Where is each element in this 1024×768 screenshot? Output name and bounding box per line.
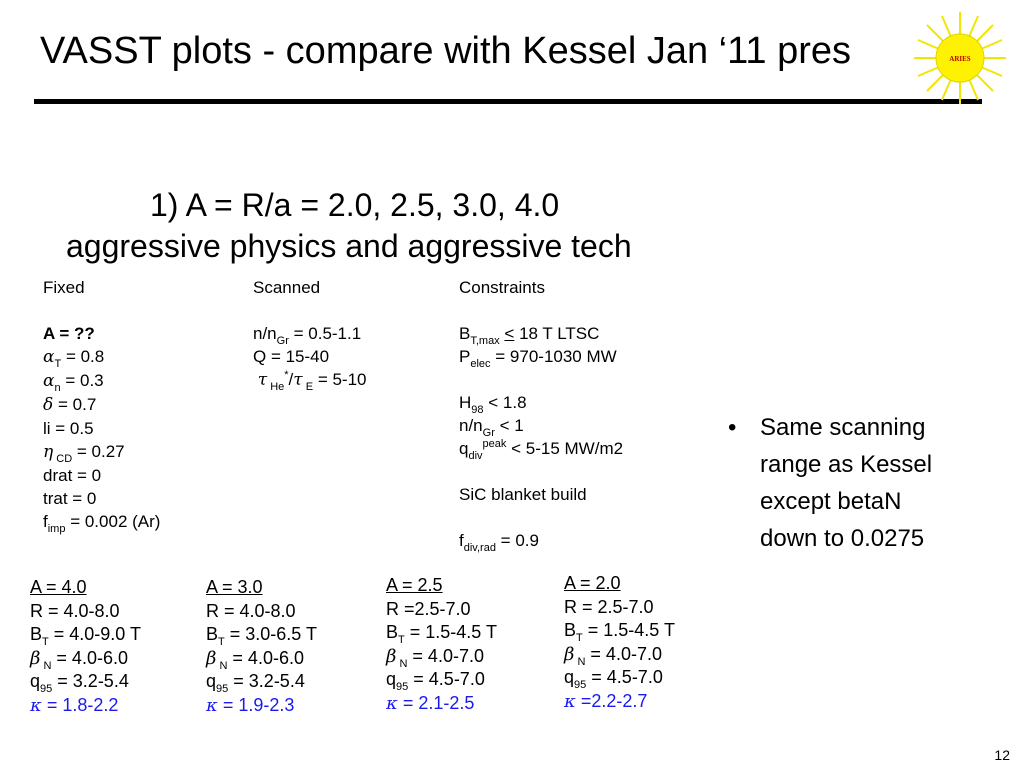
figure-heading-line1: 1) A = R/a = 2.0, 2.5, 3.0, 4.0 xyxy=(150,187,560,223)
param-r: R = 4.0-8.0 xyxy=(30,600,120,621)
param-bt: $B_T = 3.0-6.5$ T xyxy=(206,624,317,648)
param-set-a2_5 xyxy=(386,574,497,715)
param-beta: β $_N$ = 4.0-7.0 xyxy=(564,643,662,668)
fixed-trat: trat = 0 xyxy=(43,489,97,508)
fixed-a: A = ?? xyxy=(43,324,95,343)
fixed-delta: δ = 0.7 xyxy=(43,395,97,415)
fixed-li: li = 0.5 xyxy=(43,419,94,438)
scanned-column xyxy=(253,276,367,392)
bullet-line: Same scanning xyxy=(760,414,926,441)
param-r: R = 4.0-8.0 xyxy=(206,600,296,621)
slide-title: VASST plots - compare with Kessel Jan ‘11 pres xyxy=(40,30,852,72)
param-kappa: κ =2.2-2.7 xyxy=(564,690,648,712)
param-kappa: κ = 1.9-2.3 xyxy=(206,694,295,716)
bullet-line: except betaN xyxy=(760,488,902,515)
fixed-drat: drat = 0 xyxy=(43,466,102,485)
fixed-header: Fixed xyxy=(43,278,85,297)
param-beta: β $_N$ = 4.0-7.0 xyxy=(386,645,484,670)
param-kappa: κ = 1.8-2.2 xyxy=(30,694,119,716)
constraint-h98: $H_{98} < 1.8$ xyxy=(459,393,527,416)
scanned-tau: τ $_{He}$*/τ $_E$ = 5-10 xyxy=(257,369,367,393)
param-set-a4 xyxy=(30,576,141,717)
param-a: A = 3.0 xyxy=(206,577,263,597)
constraint-bt-max: $B_{T,max} < 18$ T LTSC xyxy=(459,324,600,347)
fixed-alpha-t: $\alpha_T = 0.8$ xyxy=(43,347,105,370)
param-a: A = 2.0 xyxy=(564,573,621,593)
fixed-alpha-n: $\alpha_n = 0.3$ xyxy=(43,371,104,394)
scanned-q: Q = 15-40 xyxy=(253,347,330,366)
bullet-line: range as Kessel xyxy=(760,451,933,478)
constraint-n-ngr: $n/n_{Gr} < 1$ xyxy=(459,416,524,439)
param-set-a3 xyxy=(206,576,317,717)
param-beta: β $_N$ = 4.0-6.0 xyxy=(206,647,304,672)
param-q95: $q_{95} = 4.5-7.0$ xyxy=(386,669,485,693)
param-a: A = 4.0 xyxy=(30,577,87,597)
scanned-n-ngr: $n/n_{Gr} = 0.5-1.1$ xyxy=(253,324,362,347)
title-divider xyxy=(34,99,982,104)
param-q95: $q_{95} = 3.2-5.4$ xyxy=(206,671,305,695)
param-set-a2 xyxy=(564,572,675,713)
constraint-qdiv: $q_{div}^{peak} < 5-15$ MW/m2 xyxy=(459,438,624,462)
param-kappa: κ = 2.1-2.5 xyxy=(386,692,475,714)
aries-sun-logo xyxy=(910,8,1010,108)
param-r: R =2.5-7.0 xyxy=(386,598,471,619)
param-bt: $B_T = 4.0-9.0$ T xyxy=(30,624,141,648)
bullet-line: down to 0.0275 xyxy=(760,525,925,552)
constraints-column xyxy=(459,276,623,552)
param-beta: β $_N$ = 4.0-6.0 xyxy=(30,647,128,672)
constraint-pelec: $P_{elec} = 970-1030$ MW xyxy=(459,347,617,370)
param-bt: $B_T = 1.5-4.5$ T xyxy=(564,620,675,644)
page-number: 12 xyxy=(994,747,1010,763)
bullet-marker: • xyxy=(728,414,737,441)
logo-text: ARIES xyxy=(949,55,971,63)
constraint-fdiv: $f_{div,rad} = 0.9$ xyxy=(459,531,539,554)
fixed-column xyxy=(43,276,160,533)
bullet-text xyxy=(760,409,932,557)
scanned-header: Scanned xyxy=(253,278,321,297)
fixed-eta-cd: η $_{CD}$ = 0.27 xyxy=(43,442,125,465)
constraints-header: Constraints xyxy=(459,278,545,297)
param-a: A = 2.5 xyxy=(386,575,443,595)
fixed-fimp: $f_{imp} = 0.002$ (Ar) xyxy=(43,512,161,535)
param-q95: $q_{95} = 4.5-7.0$ xyxy=(564,667,663,691)
param-q95: $q_{95} = 3.2-5.4$ xyxy=(30,671,129,695)
param-bt: $B_T = 1.5-4.5$ T xyxy=(386,622,497,646)
figure-heading-line2: aggressive physics and aggressive tech xyxy=(66,228,632,264)
param-r: R = 2.5-7.0 xyxy=(564,596,654,617)
constraint-blanket: SiC blanket build xyxy=(459,485,587,504)
